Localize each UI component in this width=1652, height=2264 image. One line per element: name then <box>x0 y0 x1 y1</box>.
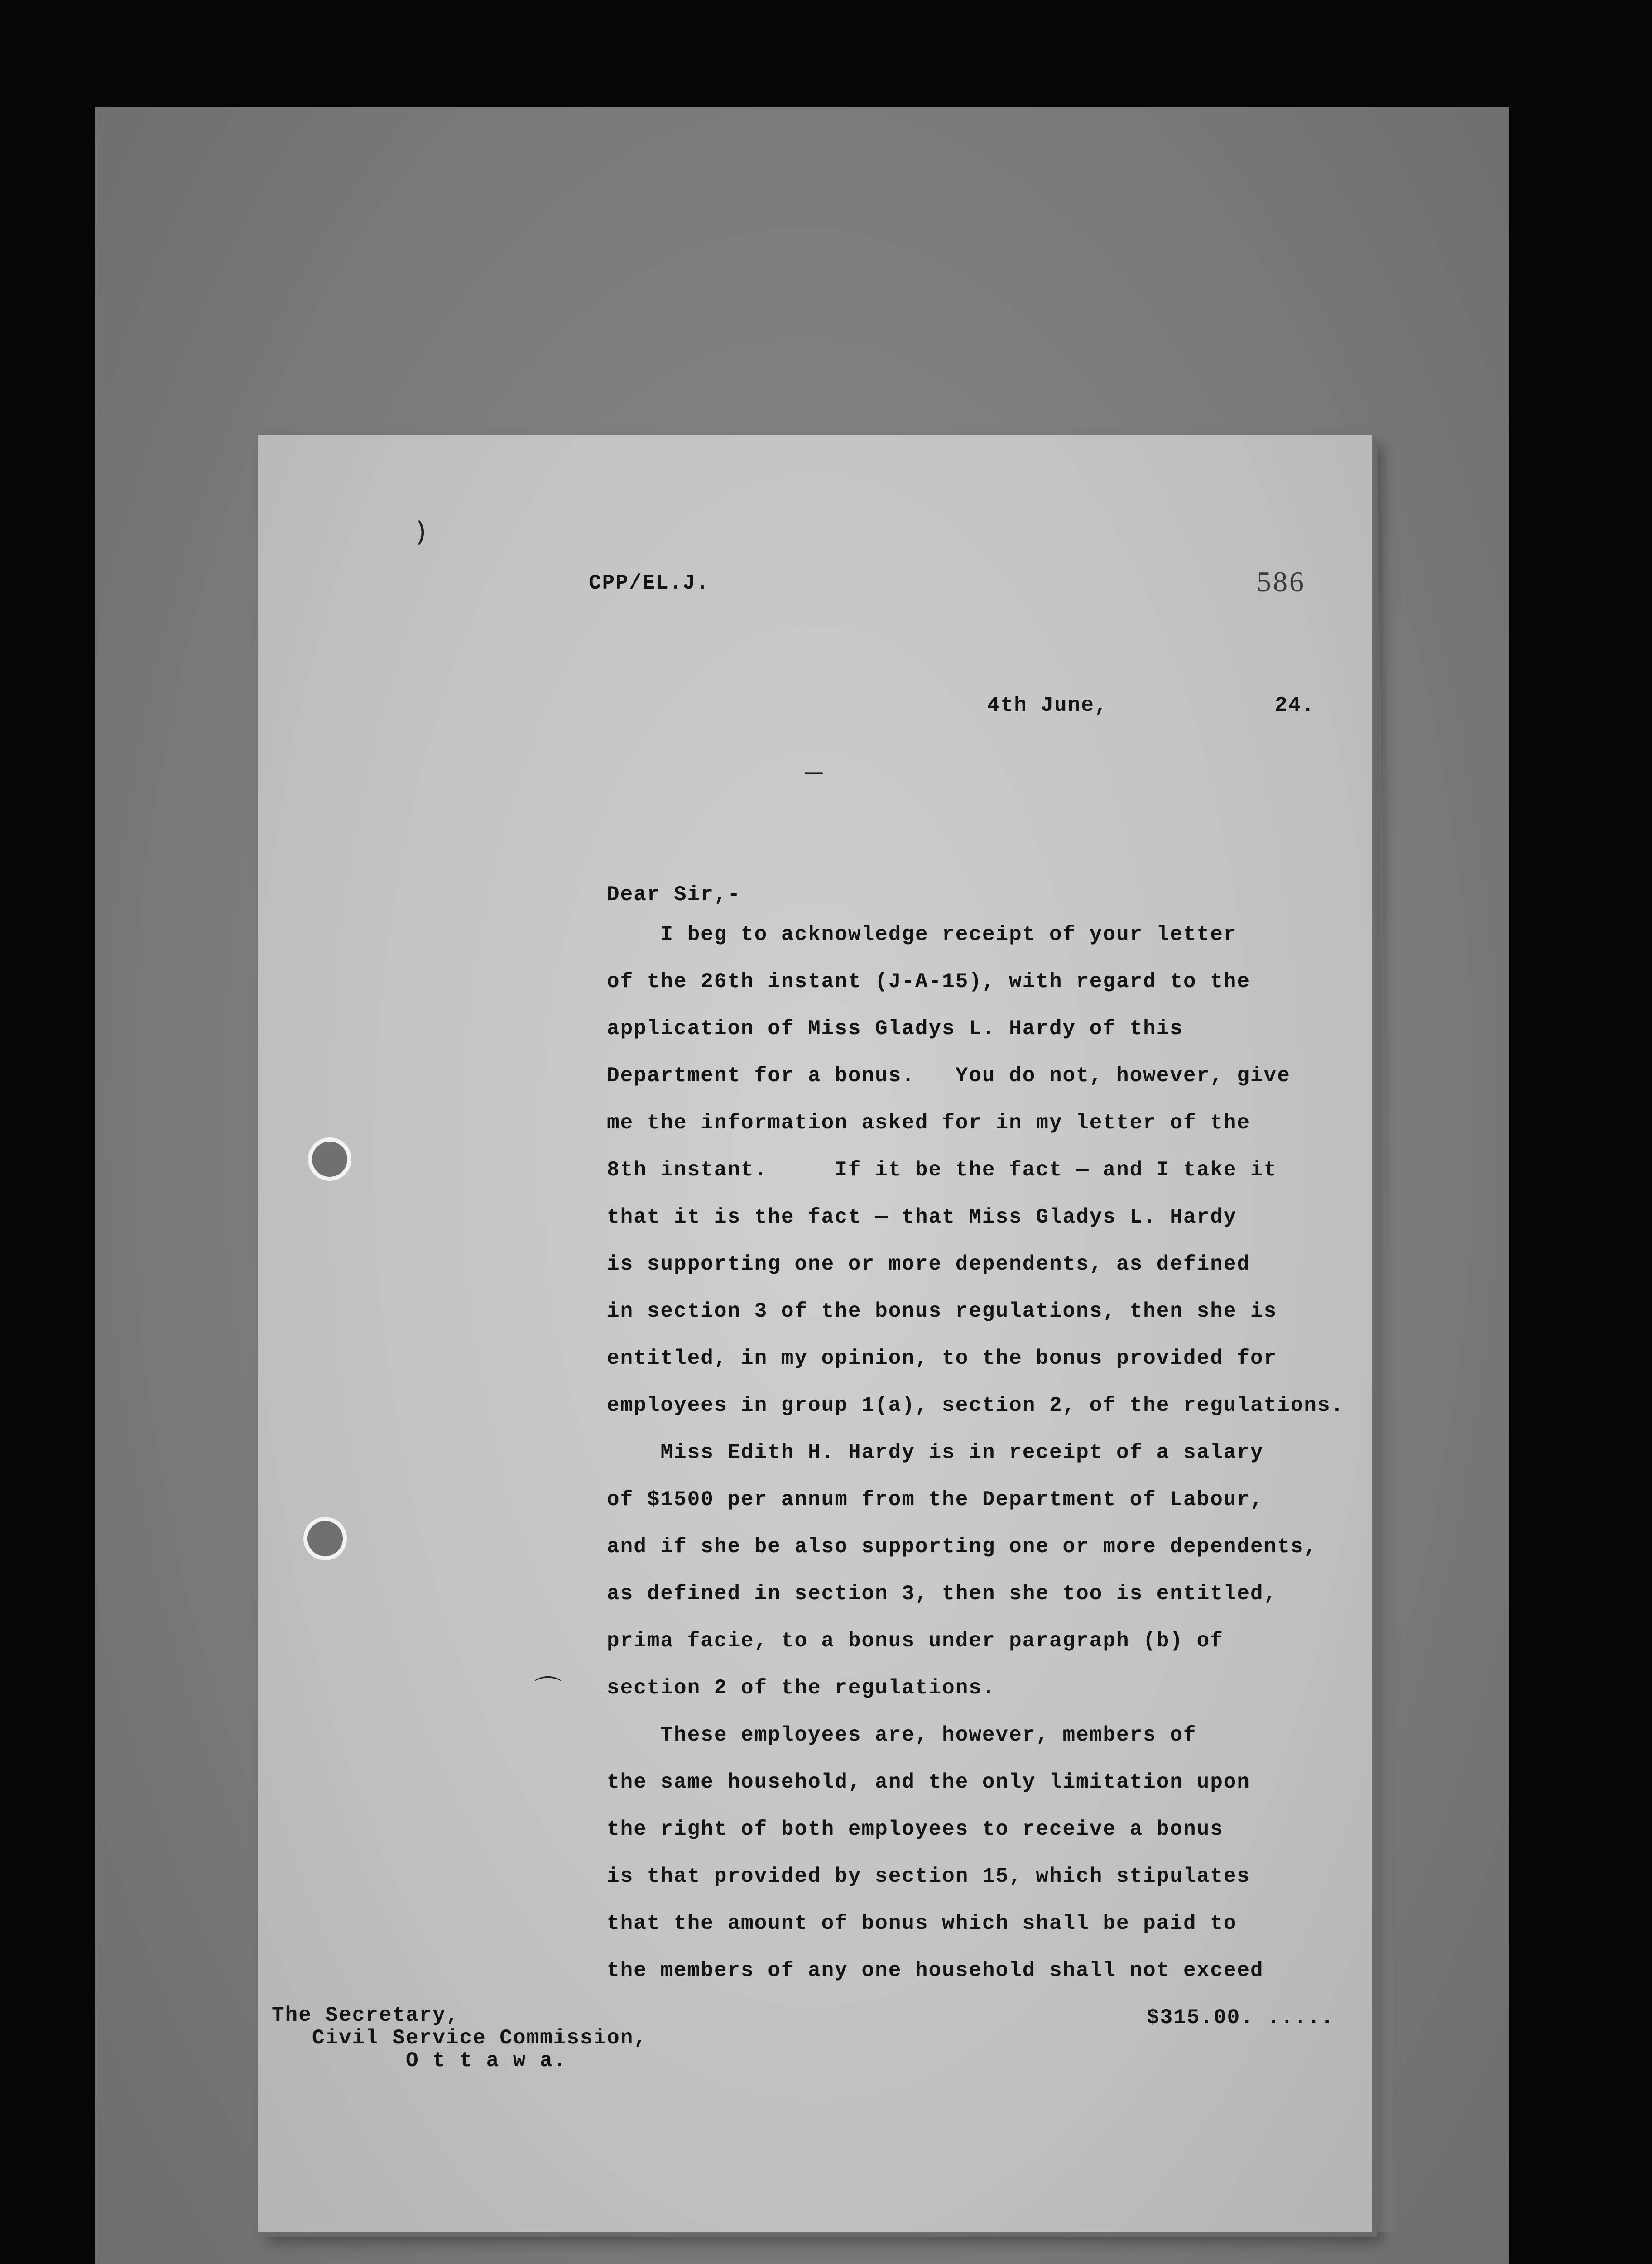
body-line: These employees are, however, members of <box>607 1723 1197 1747</box>
body-line: section 2 of the regulations. <box>607 1676 996 1700</box>
body-line: me the information asked for in my letter of the <box>607 1111 1251 1135</box>
body-line: application of Miss Gladys L. Hardy of this <box>607 1017 1183 1041</box>
body-line: Department for a bonus. You do not, however, give <box>607 1064 1291 1088</box>
body-line: is that provided by section 15, which stipulates <box>607 1865 1251 1888</box>
body-line: entitled, in my opinion, to the bonus provided for <box>607 1347 1277 1370</box>
punch-hole <box>308 1137 351 1181</box>
salutation: Dear Sir,- <box>607 883 741 907</box>
pencil-dash: — <box>804 761 824 784</box>
body-line: 8th instant. If it be the fact — and I take it <box>607 1158 1277 1182</box>
body-line: that the amount of bonus which shall be paid to <box>607 1912 1237 1935</box>
page-number: 586 <box>1257 566 1306 598</box>
letter-date: 4th June, <box>987 694 1108 717</box>
addressee-line: Civil Service Commission, <box>272 2026 647 2050</box>
punch-hole <box>303 1517 347 1560</box>
body-line: the same household, and the only limitation upon <box>607 1770 1251 1794</box>
body-line: employees in group 1(a), section 2, of the regulations. <box>607 1394 1345 1417</box>
body-line: that it is the fact — that Miss Gladys L. Hardy <box>607 1205 1237 1229</box>
body-line: Miss Edith H. Hardy is in receipt of a salary <box>607 1441 1264 1464</box>
body-line: the right of both employees to receive a bonus <box>607 1818 1224 1841</box>
body-line: the members of any one household shall not exceed <box>607 1959 1264 1982</box>
addressee-line: O t t a w a. <box>272 2049 567 2072</box>
reference-code: CPP/EL.J. <box>589 571 710 595</box>
body-line: of the 26th instant (J-A-15), with regard to the <box>607 970 1251 993</box>
body-line: prima facie, to a bonus under paragraph (b) of <box>607 1629 1224 1653</box>
body-line: of $1500 per annum from the Department of Labour, <box>607 1488 1264 1511</box>
continuation-amount: $315.00. ..... <box>1147 2006 1335 2029</box>
letter-year: 24. <box>1275 694 1315 717</box>
pencil-mark: ⌒ <box>534 1674 562 1706</box>
body-line: in section 3 of the bonus regulations, then she is <box>607 1300 1277 1323</box>
body-line: I beg to acknowledge receipt of your letter <box>607 923 1237 946</box>
pencil-mark: ) <box>416 516 427 548</box>
addressee-line: The Secretary, <box>272 2004 460 2027</box>
body-line: and if she be also supporting one or more dependents, <box>607 1535 1318 1559</box>
body-line: is supporting one or more dependents, as defined <box>607 1252 1251 1276</box>
body-line: as defined in section 3, then she too is entitled, <box>607 1582 1277 1606</box>
